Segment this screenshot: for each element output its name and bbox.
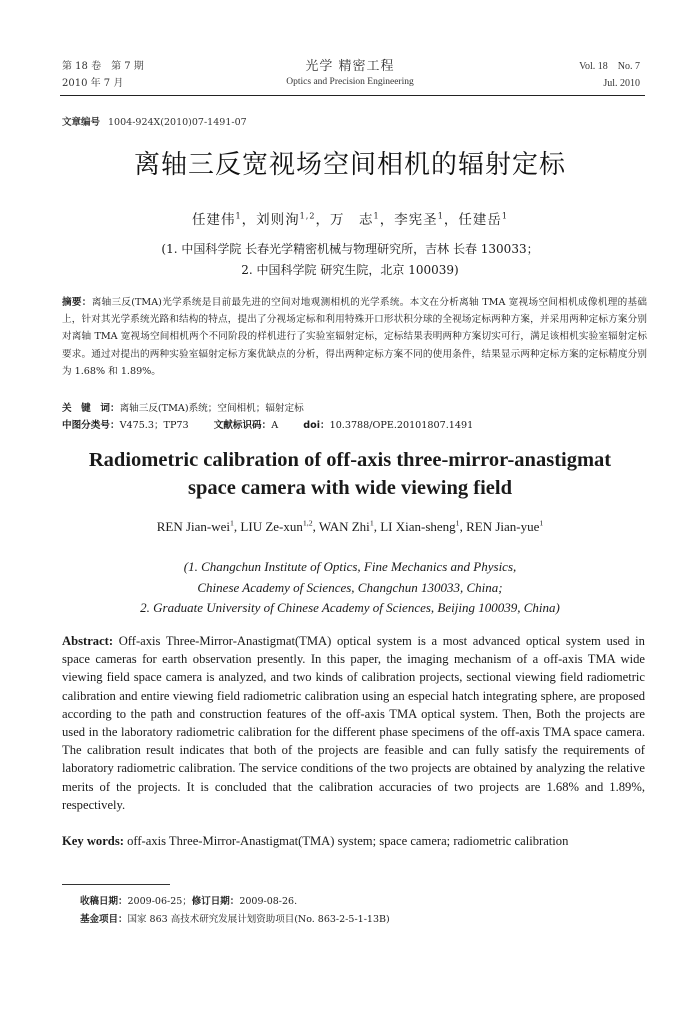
header-volume: 第 18 卷 第 7 期 bbox=[62, 61, 144, 72]
author-en: LIU Ze-xun bbox=[240, 519, 303, 534]
author-cn: 刘则洵 bbox=[256, 212, 300, 228]
doc-label: 文献标识码： bbox=[213, 420, 272, 431]
doi-value[interactable]: 10.3788/OPE.20101807.1491 bbox=[329, 420, 474, 431]
header-vol-no: Vol. 18 No. 7 bbox=[579, 61, 640, 72]
received-label: 收稿日期： bbox=[80, 896, 128, 907]
affiliation-cn-1: (1. 中国科学院 长春光学精密机械与物理研究所，吉林 长春 130033； bbox=[161, 242, 539, 256]
doi bbox=[303, 420, 473, 431]
author-en: LI Xian-sheng bbox=[380, 519, 456, 534]
clc-value: V475.3；TP73 bbox=[119, 420, 189, 431]
article-id-value: 1004-924X(2010)07-1491-07 bbox=[108, 117, 247, 128]
keywords-en-text: off-axis Three-Mirror-Anastigmat(TMA) system; space camera; radiometric calibration bbox=[127, 834, 569, 848]
doi-label: doi： bbox=[303, 420, 330, 431]
article-id-label: 文章编号 bbox=[62, 117, 101, 128]
revised-label: 修订日期： bbox=[191, 896, 240, 907]
doc-value: A bbox=[271, 420, 279, 431]
author-sup: 1 bbox=[373, 210, 380, 221]
journal-name-cn: 光学 精密工程 bbox=[305, 59, 395, 74]
header-divider bbox=[60, 95, 645, 96]
author-en: REN Jian-yue bbox=[466, 519, 540, 534]
keywords-en-label: Key words: bbox=[62, 834, 124, 848]
document-code bbox=[214, 420, 279, 431]
abstract-cn bbox=[62, 294, 647, 380]
abstract-en bbox=[62, 632, 645, 814]
authors-cn: 任建伟$^1$，刘则洵$^{1,2}$，万 志$^1$，李宪圣$^1$，任建岳$^1$ bbox=[192, 210, 508, 228]
abstract-cn-label: 摘要： bbox=[62, 297, 92, 308]
keywords-cn-label: 关 键 词： bbox=[62, 403, 120, 414]
received-date: 2009-06-25； bbox=[127, 896, 192, 907]
author-sup: 1 bbox=[235, 210, 242, 221]
author-en: WAN Zhi bbox=[318, 519, 370, 534]
author-sup: 1 bbox=[539, 518, 544, 528]
abstract-cn-text: 离轴三反(TMA)光学系统是目前最先进的空间对地观测相机的光学系统。本文在分析离轴 TMA 宽视场空间相机成像机理的基础上，针对其光学系统光路和结构的特点，提出了分视场定标和利用特殊开口形状积分球的全视场定标两种方案，并采用两种定标方案分别对离轴 TMA 宽视场空间相机两个不同阶段的样机进行了实验室辐射定标，定标结果表明两种方案切实可行，满足该相机实验室辐射定标要求。通过对提出的两种实验室辐射定标方案优缺点的分析，得出两种定标方案不同的使用条件，结果显示两种定标方案的定标精度分别为 1.68% 和 1.89%。 bbox=[62, 297, 648, 377]
author-en: REN Jian-wei bbox=[156, 519, 231, 534]
author-cn: 任建伟 bbox=[192, 212, 236, 228]
author-sup: 1 bbox=[501, 210, 508, 221]
journal-name-en: Optics and Precision Engineering bbox=[286, 77, 414, 87]
affiliations-en bbox=[0, 557, 700, 619]
author-sup: 1 bbox=[455, 518, 460, 528]
author-cn: 李宪圣 bbox=[394, 212, 438, 228]
affiliation-en-1: (1. Changchun Institute of Optics, Fine Mechanics and Physics, bbox=[183, 559, 517, 574]
abstract-en-text: Off-axis Three-Mirror-Anastigmat(TMA) optical system is a most advanced optical system used in space cameras for earth observation presently. In this paper, the imaging mechanism of a off-axis TMA wide viewing field space camera is analyzed, and two kinds of calibration projects, sectional viewing field radiometric calibration and entire viewing field radiometric calibration using an especial hatch integrating sphere, are proposed according to the path and construction features of the off-axis TMA optical system. Then, Both the projects are used in the laboratory radiometric calibration for the different phase specimens of the off-axis TMA space camera. The calibration result indicates that both of the projects are feasible and can fully satisfy the requirements of laboratory radiometric calibration. The service conditions of the two projects are obtained by analyzing the relative merits of the projects. It is concluded that the calibration accuracies of two projects are 1.68% and 1.89%, respectively. bbox=[62, 634, 645, 812]
fund-text: 国家 863 高技术研究发展计划资助项目(No. 863-2-5-1-13B) bbox=[127, 914, 390, 925]
title-cn: 离轴三反宽视场空间相机的辐射定标 bbox=[133, 150, 566, 180]
title-en-line-2: space camera with wide viewing field bbox=[188, 477, 512, 499]
affiliation-en-3: 2. Graduate University of Chinese Academy of Sciences, Beijing 100039, China) bbox=[140, 600, 560, 615]
article-id bbox=[62, 114, 247, 128]
author-sup: 1,2 bbox=[299, 210, 316, 221]
footnote-dates bbox=[80, 894, 650, 910]
affiliation-en-2: Chinese Academy of Sciences, Changchun 130033, China; bbox=[197, 579, 503, 595]
keywords-cn bbox=[62, 400, 647, 417]
title-en bbox=[0, 446, 700, 502]
affiliation-cn-2: 2. 中国科学院 研究生院，北京 100039) bbox=[241, 263, 459, 277]
author-sup: 1,2 bbox=[302, 518, 313, 528]
clc-number bbox=[62, 420, 189, 431]
footnote-divider bbox=[62, 884, 170, 885]
keywords-en bbox=[62, 832, 645, 850]
author-sup: 1 bbox=[437, 210, 444, 221]
abstract-en-label: Abstract: bbox=[62, 634, 114, 648]
header-date-en: Jul. 2010 bbox=[603, 78, 640, 89]
header-volume-en bbox=[579, 58, 640, 92]
footnote-fund bbox=[80, 912, 650, 928]
author-cn: 任建岳 bbox=[458, 212, 502, 228]
keywords-cn-text: 离轴三反(TMA)系统；空间相机；辐射定标 bbox=[119, 403, 304, 414]
title-en-line-1: Radiometric calibration of off-axis three-mirror-anastigmat bbox=[88, 449, 612, 471]
author-sup: 1 bbox=[369, 518, 374, 528]
header-date-cn: 2010 年 7 月 bbox=[62, 78, 124, 89]
fund-label: 基金项目： bbox=[80, 914, 128, 925]
authors-en: REN Jian-wei$^1$, LIU Ze-xun$^{1,2}$, WAN Zhi$^1$, LI Xian-sheng$^1$, REN Jian-yue$^1$ bbox=[156, 518, 544, 534]
clc-label: 中图分类号： bbox=[62, 420, 120, 431]
classification-line bbox=[62, 417, 647, 434]
author-sup: 1 bbox=[230, 518, 234, 528]
affiliations-cn bbox=[0, 239, 700, 281]
author-cn: 万 志 bbox=[330, 212, 374, 228]
revised-date: 2009-08-26. bbox=[239, 896, 298, 907]
